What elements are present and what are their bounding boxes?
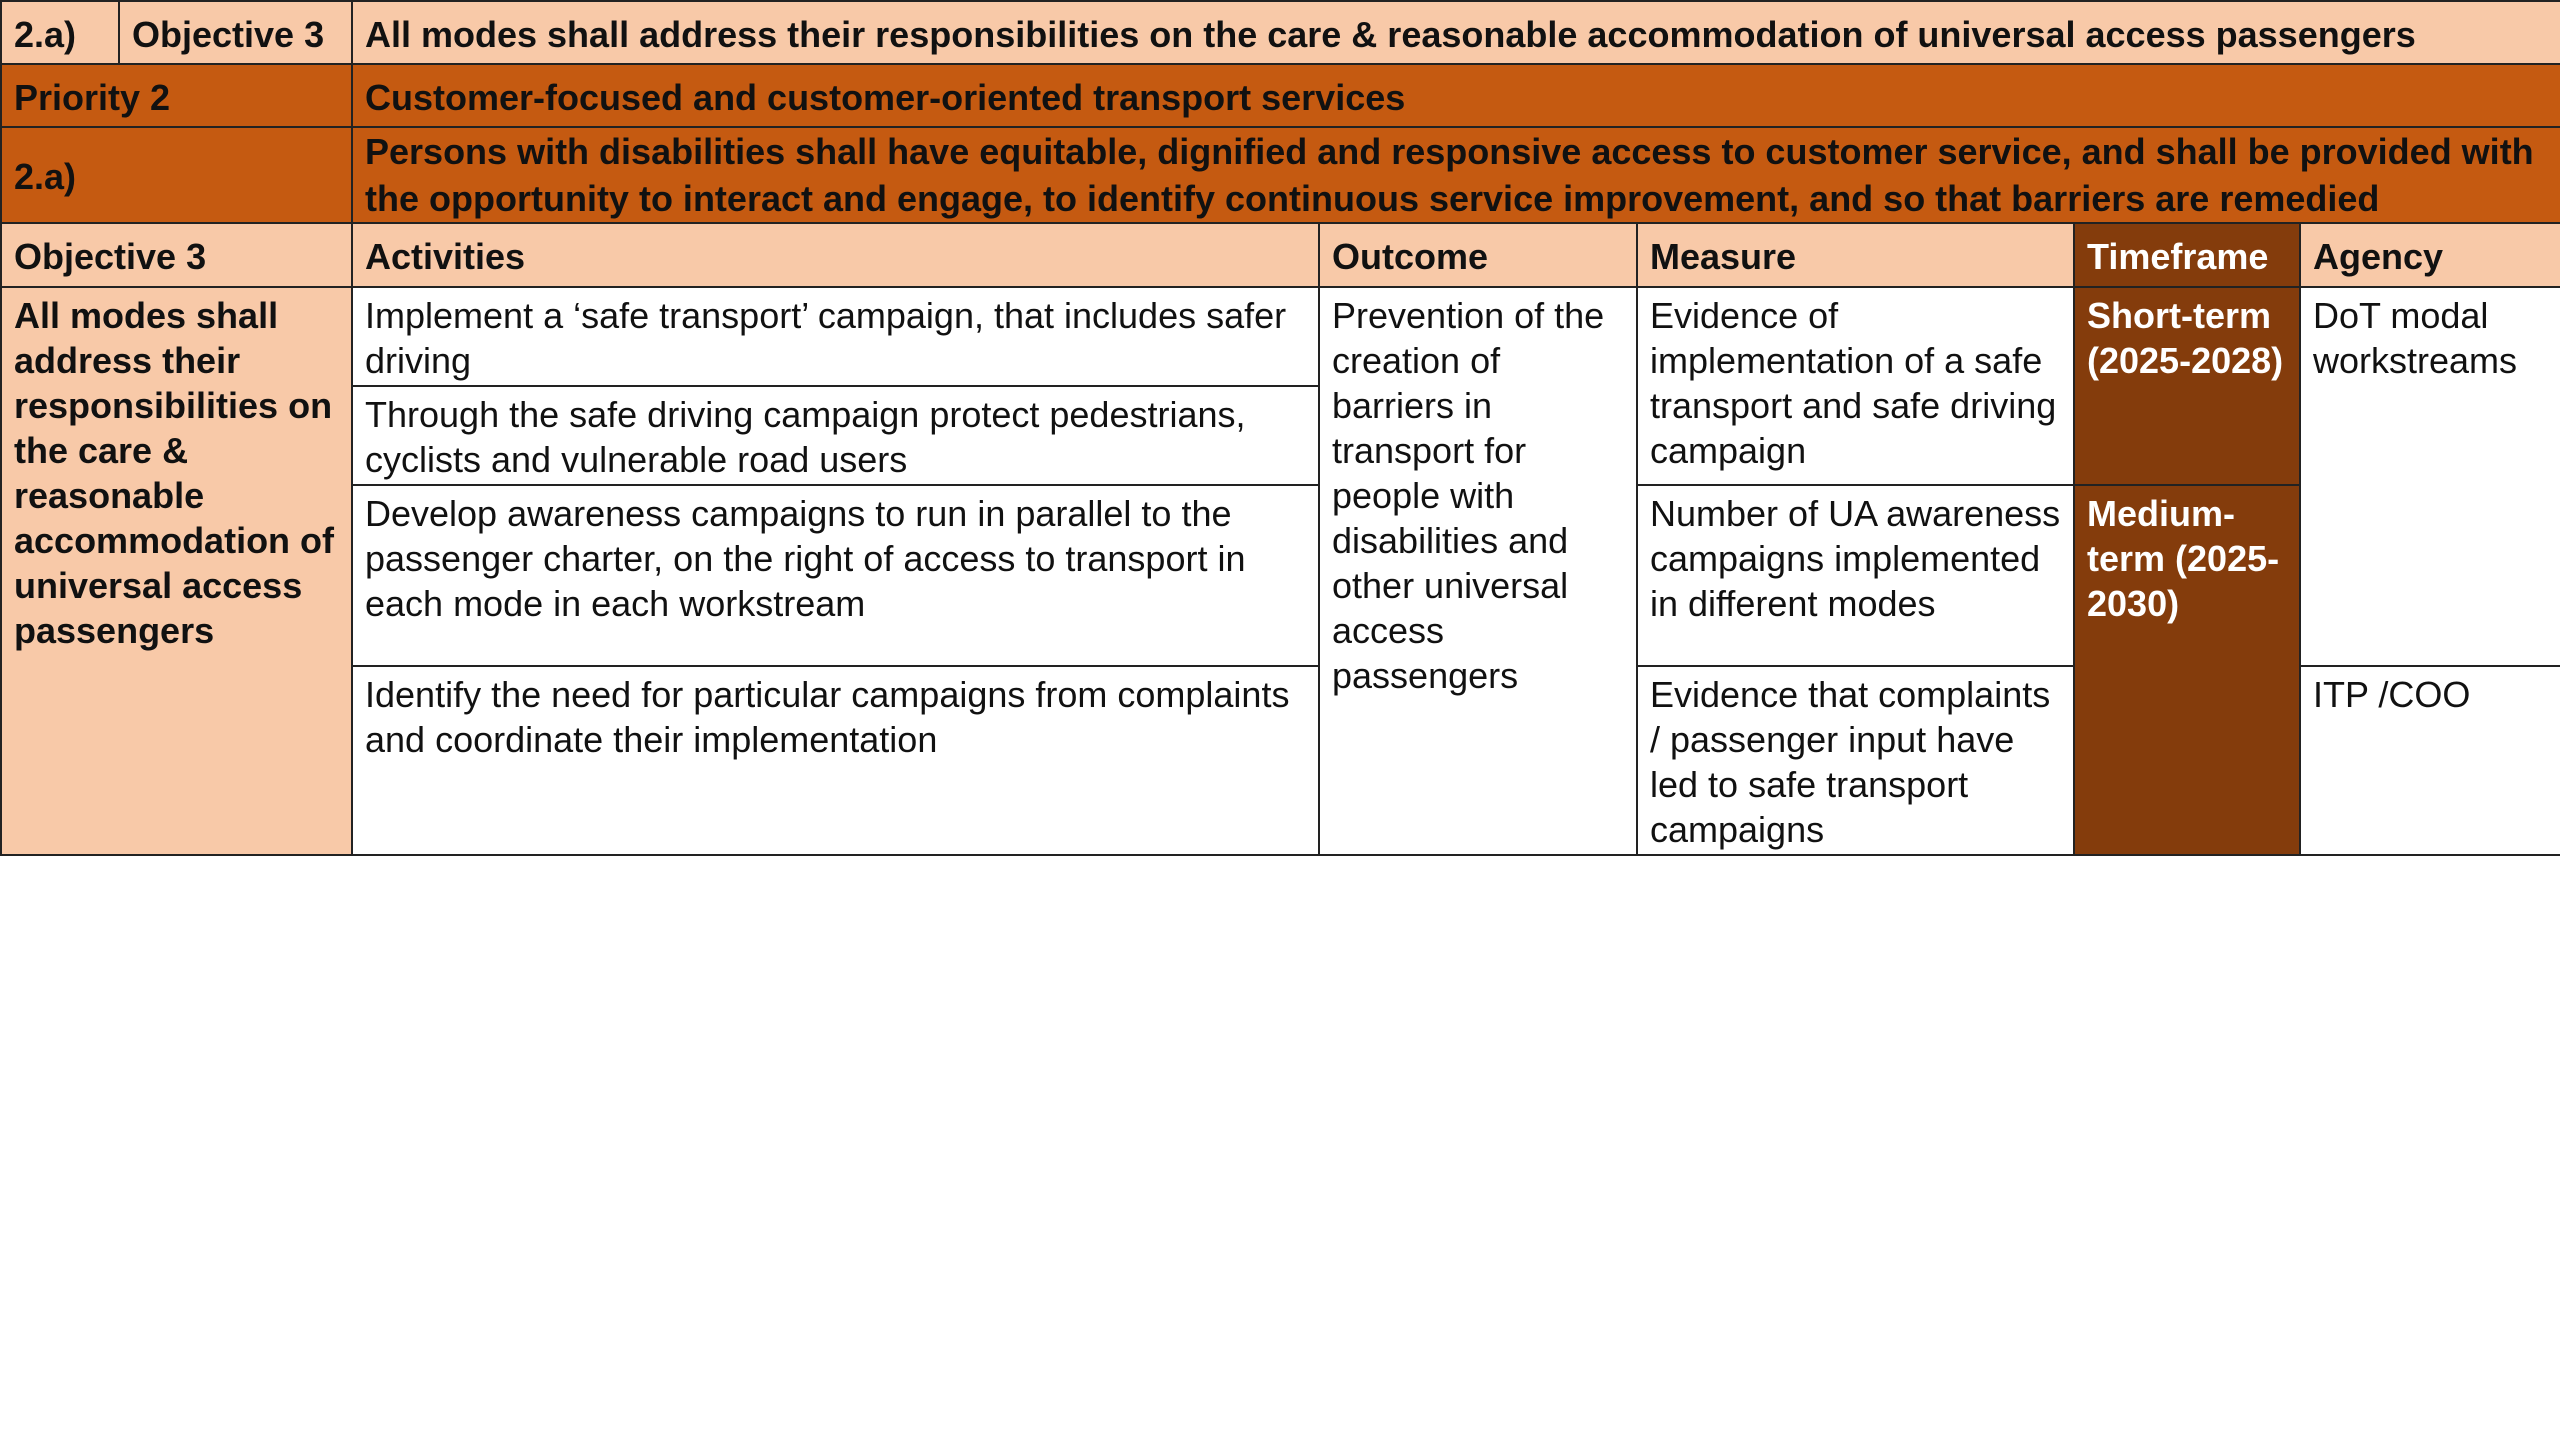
priority-label-cell: Priority 2 — [1, 64, 352, 127]
column-header-outcome: Outcome — [1319, 223, 1637, 287]
statement-ref-cell: 2.a) — [1, 127, 352, 223]
column-header-objective: Objective 3 — [1, 223, 352, 287]
outcome-cell: Prevention of the creation of barriers in transport for people with disabilities and other universal access passengers — [1319, 287, 1637, 855]
statement-text-cell: Persons with disabilities shall have equitable, dignified and responsive access to customer service, and shall be provided with the opportunity to interact and engage, to identify continuous service improvement, and so that barriers are remedied — [352, 127, 2560, 223]
activity-cell: Identify the need for particular campaigns from complaints and coordinate their implementation — [352, 666, 1319, 855]
priority-text-cell: Customer-focused and customer-oriented transport services — [352, 64, 2560, 127]
column-header-row — [1, 223, 2560, 287]
activity-cell: Develop awareness campaigns to run in parallel to the passenger charter, on the right of access to transport in each mode in each workstream — [352, 485, 1319, 666]
table-row — [1, 485, 2560, 666]
priority-row — [1, 64, 2560, 127]
measure-cell: Evidence of implementation of a safe transport and safe driving campaign — [1637, 287, 2074, 485]
objective-title-cell: All modes shall address their responsibilities on the care & reasonable accommodation of universal access passengers — [352, 1, 2560, 64]
activity-cell: Implement a ‘safe transport’ campaign, that includes safer driving — [352, 287, 1319, 386]
timeframe-cell: Medium-term (2025-2030) — [2074, 485, 2300, 855]
statement-row — [1, 127, 2560, 223]
agency-cell: DoT modal workstreams — [2300, 287, 2560, 666]
column-header-measure: Measure — [1637, 223, 2074, 287]
measure-cell: Number of UA awareness campaigns implemented in different modes — [1637, 485, 2074, 666]
objective-header-row — [1, 1, 2560, 64]
column-header-timeframe: Timeframe — [2074, 223, 2300, 287]
measure-cell: Evidence that complaints / passenger input have led to safe transport campaigns — [1637, 666, 2074, 855]
objective-ref-cell: 2.a) — [1, 1, 119, 64]
column-header-activities: Activities — [352, 223, 1319, 287]
body-objective-cell: All modes shall address their responsibilities on the care & reasonable accommodation of universal access passengers — [1, 287, 352, 855]
table-row — [1, 287, 2560, 386]
agency-cell: ITP /COO — [2300, 666, 2560, 855]
activity-cell: Through the safe driving campaign protect pedestrians, cyclists and vulnerable road users — [352, 386, 1319, 485]
column-header-agency: Agency — [2300, 223, 2560, 287]
objective-label-cell: Objective 3 — [119, 1, 352, 64]
timeframe-cell: Short-term (2025-2028) — [2074, 287, 2300, 485]
